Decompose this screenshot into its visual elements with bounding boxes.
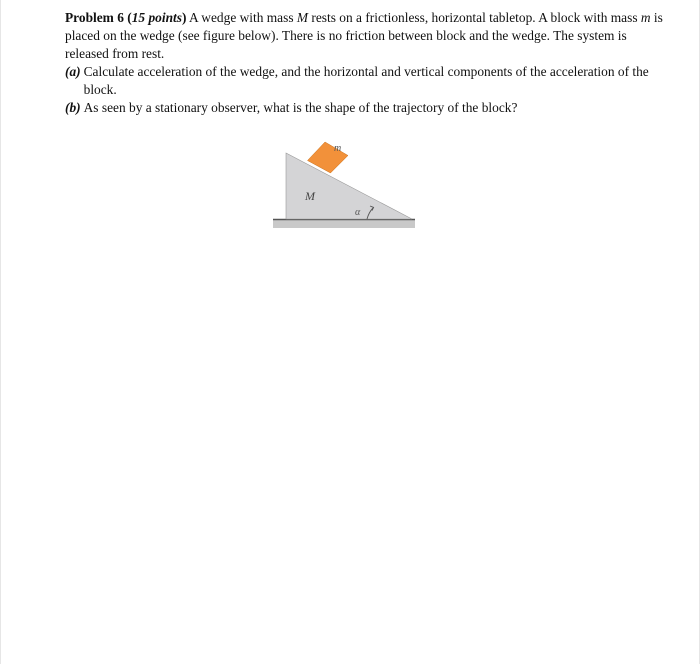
wedge-figure: [269, 138, 419, 233]
problem-points-close: ): [181, 10, 187, 25]
tabletop-shadow: [273, 220, 415, 228]
angle-label: α: [355, 207, 361, 218]
wedge-label: M: [305, 189, 315, 203]
wedge: [286, 153, 412, 219]
block-label: m: [334, 143, 342, 154]
intro-text-2: rests on a frictionless, horizontal tabletop. A block with mass: [308, 10, 641, 25]
intro-text-1: A wedge with mass: [186, 10, 297, 25]
var-block-mass: m: [640, 10, 651, 25]
part-a: [65, 63, 665, 99]
part-b-label: (b): [65, 100, 81, 115]
problem-points-open: (: [127, 10, 132, 25]
wedge-diagram: [269, 138, 419, 233]
part-a-label: (a): [65, 64, 81, 79]
var-wedge-mass: M: [296, 10, 309, 25]
problem-statement: [65, 9, 665, 117]
part-b-text: As seen by a stationary observer, what is the shape of the trajectory of the block?: [83, 100, 518, 115]
problem-points: 15 points: [131, 10, 182, 25]
problem-title: Problem 6: [65, 10, 124, 25]
part-b: [65, 99, 665, 117]
intro-text-3: is placed on the wedge (see figure below). There is no friction between block and the wedge. The system is released from rest.: [65, 10, 663, 61]
problem-intro: [65, 9, 665, 63]
part-a-text: Calculate acceleration of the wedge, and the horizontal and vertical components of the acceleration of the block.: [83, 64, 649, 97]
